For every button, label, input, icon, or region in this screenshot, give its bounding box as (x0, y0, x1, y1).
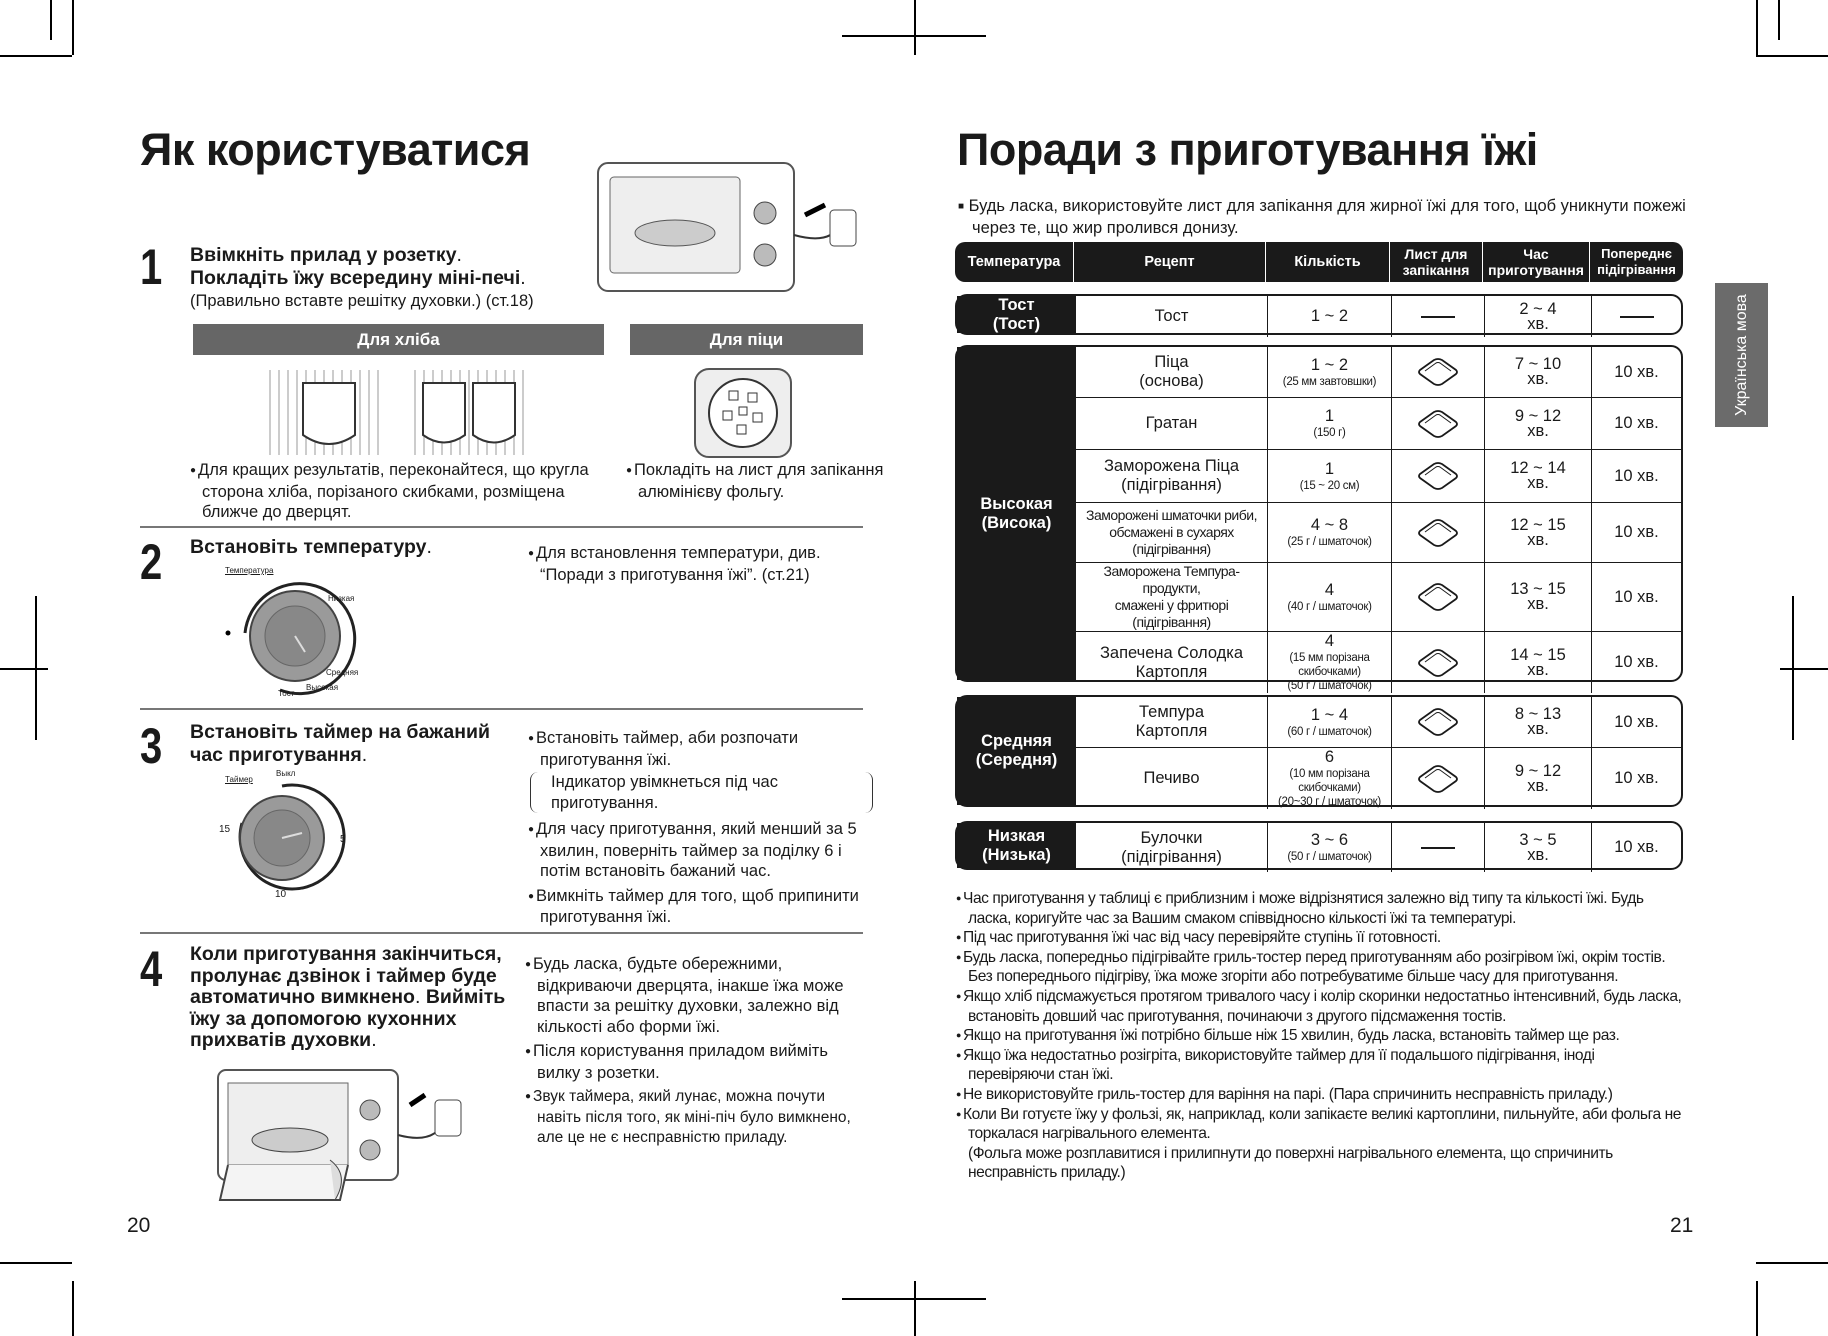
recipe-cell: Тост (1076, 296, 1268, 337)
quantity-value: 6 (1324, 748, 1335, 766)
time-value: 12 ~ 15 (1510, 515, 1566, 534)
quantity-cell (1268, 697, 1392, 747)
quantity-cell (1268, 748, 1392, 809)
quantity-cell (1268, 563, 1392, 631)
time-value: 14 ~ 15 (1510, 645, 1566, 664)
preheat-cell (1592, 697, 1681, 747)
quantity-note: (15 мм порізана скибочками) (50 г / шматочок) (1287, 652, 1372, 692)
table-row (1076, 503, 1681, 563)
quantity-value: 1 (1324, 407, 1335, 425)
temperature-label: Средняя (Середня) (957, 697, 1076, 805)
step1-heading: Ввімкніть прилад у розетку. Покладіть їжу всередину міні-печі. (Правильно вставте решітку духовки.) (ст.18) (190, 244, 534, 310)
table-row (1076, 398, 1681, 450)
time-unit: хв. (1527, 660, 1549, 679)
step2-bullet: ● Для встановлення температури, див. “Поради з приготування їжі”. (ст.21) (528, 543, 868, 589)
step4-bullets: ● Будь ласка, будьте обережними, відкриваючи дверцята, інакше їжа може впасти за решітку духовки, залежно від кількості або форми їжі. ● Після користування приладом вийміть вилку з розетки. ● Звук таймера, який лунає, можна почути навіть після того, як міні-піч було вимкнено, але це не є несправністю приладу. (525, 954, 870, 1153)
quantity-cell (1268, 398, 1392, 449)
tray-cell (1392, 398, 1485, 449)
note-item: ● Час приготування у таблиці є приблизним і може відрізнятися залежно від типу та кількості їжі. Будь ласка, коригуйте час за Вашим смаком співвідносно кількості їжі та температурі. (956, 889, 1682, 928)
time-cell (1485, 748, 1592, 809)
table-row (1076, 632, 1681, 693)
time-unit: хв. (1527, 720, 1549, 738)
baking-tray-icon (1416, 648, 1460, 678)
intro-note: ■ Будь ласка, використовуйте лист для запікання для жирної їжі для того, щоб уникнути пожежі через те, що жир пролився донизу. (958, 197, 1686, 237)
preheat-value: 10 хв. (1614, 414, 1659, 432)
time-cell (1485, 632, 1592, 693)
quantity-note: (60 г / шматочок) (1287, 725, 1372, 738)
section-divider (140, 708, 863, 710)
preheat-cell (1592, 450, 1681, 502)
dial-label-15: 15 (219, 824, 231, 835)
time-value: 8 ~ 13 (1514, 705, 1562, 723)
baking-tray-icon (1416, 409, 1460, 439)
time-unit: хв. (1527, 530, 1549, 549)
tray-cell (1392, 697, 1485, 747)
preheat-value: 10 хв. (1614, 653, 1659, 671)
page-number-right: 21 (1670, 1214, 1694, 1237)
preheat-cell (1592, 347, 1681, 397)
step2-heading: Встановіть температуру. (190, 536, 432, 558)
time-cell (1485, 823, 1592, 872)
dash-icon (1620, 316, 1654, 318)
tray-cell (1392, 563, 1485, 631)
quantity-cell (1268, 450, 1392, 502)
note-item: ● Під час приготування їжі час від часу перевіряйте ступінь її готовності. (956, 928, 1682, 948)
dial-label-off: Выкл (276, 769, 296, 778)
recipe-cell: Заморожена Темпура-продукти, смажені у фритюрі (підігрівання) (1076, 563, 1268, 631)
dial-label-high: Высокая (306, 683, 339, 692)
bread-bullet: ● Для кращих результатів, переконайтеся, що кругла сторона хліба, порізаного скибками, розміщена ближче до дверцят. (190, 460, 610, 527)
step4-heading: Коли приготування закінчиться, пролунає дзвінок і таймер буде автоматично вимкнено. Вийміть їжу за допомогою кухонних прихватів духовки. (190, 943, 506, 1051)
header-quantity: Кількість (1266, 242, 1390, 282)
bread-label-bar: Для хліба (193, 324, 604, 355)
quantity-note: (15 ~ 20 см) (1299, 479, 1360, 492)
time-cell (1485, 503, 1592, 562)
time-value: 9 ~ 12 (1514, 761, 1562, 780)
dial-label-medium: Средняя (326, 668, 359, 677)
dial-label-low: Низкая (328, 594, 355, 603)
note-item: ● Будь ласка, попередньо підігрівайте гриль-тостер перед приготуванням або розігрівом їжі, окрім тостів. Без попереднього підігріву, їжа може згоріти або потребуватиме більше часу для приготування. (956, 948, 1682, 987)
tray-cell (1392, 632, 1485, 693)
preheat-value: 10 хв. (1614, 712, 1659, 731)
note-item: ● Якщо хліб підсмажується протягом тривалого часу і колір скоринки недостатньо інтенсивний, будь ласка, встановіть довший час приготування, починаючи з другого підсмаження тостів. (956, 987, 1682, 1026)
time-unit: хв. (1527, 845, 1549, 864)
preheat-cell (1592, 748, 1681, 809)
quantity-note: (10 мм порізана скибочками) (20~30 г / шматочок) (1278, 768, 1381, 808)
time-cell (1485, 296, 1592, 337)
preheat-value: 10 хв. (1614, 769, 1659, 787)
quantity-note: (25 мм завтовшки) (1282, 375, 1377, 388)
temperature-dial-title: Температура (225, 566, 274, 575)
note-item: ● Коли Ви готуєте їжу у фользі, як, наприклад, коли запікаєте великі картоплини, пильнуйте, аби фольга не торкалася нагрівального елемента. (Фольга може розплавитися і прилипнути до поверхні нагрівального елемента, що спричинить несправність приладу.) (956, 1105, 1682, 1183)
quantity-value: 1 ~ 2 (1310, 307, 1349, 325)
dial-label-5: 5 (340, 834, 346, 845)
preheat-value: 10 хв. (1614, 523, 1659, 541)
quantity-note: (50 г / шматочок) (1287, 851, 1372, 863)
time-value: 7 ~ 10 (1514, 355, 1562, 373)
note-item: ● Якщо їжа недостатньо розігріта, використовуйте таймер для її подальшого підігрівання, іноді перевіряючи стан їжі. (956, 1046, 1682, 1085)
quantity-cell (1268, 347, 1392, 397)
table-row (1076, 450, 1681, 503)
quantity-cell (1268, 503, 1392, 562)
dial-label-toast: Тост (278, 689, 295, 698)
preheat-cell (1592, 296, 1681, 337)
time-value: 9 ~ 12 (1514, 406, 1562, 425)
temperature-group (955, 821, 1683, 870)
header-temperature: Температура (955, 242, 1074, 282)
temperature-label: Тост (Тост) (957, 296, 1076, 333)
quantity-value: 4 (1324, 580, 1335, 599)
time-cell (1485, 347, 1592, 397)
tray-cell (1392, 347, 1485, 397)
recipe-cell: Піца (основа) (1076, 347, 1268, 397)
page-title-right: Поради з приготування їжі (957, 124, 1538, 175)
preheat-value: 10 хв. (1614, 466, 1659, 485)
quantity-value: 4 ~ 8 (1310, 516, 1349, 534)
quantity-value: 1 ~ 4 (1310, 705, 1349, 724)
time-value: 12 ~ 14 (1510, 459, 1566, 477)
recipe-cell: Темпура Картопля (1076, 697, 1268, 747)
dial-label-10: 10 (275, 889, 287, 900)
quantity-note: (25 г / шматочок) (1287, 536, 1372, 548)
dash-icon (1421, 847, 1455, 849)
oven-illustration (590, 155, 870, 305)
pizza-label-bar: Для піци (630, 324, 863, 355)
temperature-group (955, 294, 1683, 335)
preheat-cell (1592, 398, 1681, 449)
section-divider (140, 932, 863, 934)
baking-tray-icon (1416, 707, 1460, 737)
quantity-value: 4 (1324, 632, 1335, 650)
preheat-cell (1592, 503, 1681, 562)
time-value: 3 ~ 5 (1519, 830, 1557, 849)
time-unit: хв. (1527, 595, 1549, 613)
bread-illustration (265, 365, 535, 460)
header-tray: Лист для запікання (1390, 242, 1483, 282)
pizza-bullet: ● Покладіть на лист для запікання алюмінієву фольгу. (626, 460, 886, 506)
dash-icon (1421, 316, 1455, 318)
temperature-label: Низкая (Низька) (957, 823, 1076, 868)
time-cell (1485, 697, 1592, 747)
timer-dial-title: Таймер (225, 775, 253, 784)
baking-tray-icon (1416, 461, 1460, 491)
header-recipe: Рецепт (1074, 242, 1266, 282)
quantity-note: (150 г) (1313, 427, 1346, 439)
recipe-cell: Запечена Солодка Картопля (1076, 632, 1268, 693)
preheat-value: 10 хв. (1614, 587, 1659, 606)
quantity-value: 3 ~ 6 (1310, 831, 1349, 849)
temperature-label: Высокая (Висока) (957, 347, 1076, 680)
temperature-group (955, 695, 1683, 807)
tray-cell (1392, 503, 1485, 562)
section-divider (140, 526, 863, 528)
tray-cell (1392, 823, 1485, 872)
recipe-cell: Булочки (підігрівання) (1076, 823, 1268, 872)
baking-tray-icon (1416, 582, 1460, 612)
quantity-cell (1268, 632, 1392, 693)
step-number: 3 (140, 718, 163, 774)
oven-removal-illustration (210, 1065, 480, 1210)
time-cell (1485, 563, 1592, 631)
notes-list (956, 889, 1682, 1183)
quantity-value: 1 (1324, 459, 1335, 478)
temperature-group (955, 345, 1683, 692)
pizza-illustration (693, 367, 793, 459)
recipe-cell: Печиво (1076, 748, 1268, 809)
time-unit: хв. (1527, 421, 1549, 440)
time-value: 13 ~ 15 (1510, 580, 1566, 598)
table-row (1076, 296, 1681, 337)
step-number: 4 (140, 941, 163, 997)
header-cook-time: Час приготування (1483, 242, 1590, 282)
baking-tray-icon (1416, 518, 1460, 548)
preheat-cell (1592, 823, 1681, 872)
preheat-cell (1592, 563, 1681, 631)
step-number: 1 (140, 239, 163, 295)
table-row (1076, 563, 1681, 632)
tray-cell (1392, 450, 1485, 502)
tray-cell (1392, 296, 1485, 337)
page-number-left: 20 (127, 1214, 151, 1237)
step3-heading: Встановіть таймер на бажаний час приготування. (190, 721, 490, 766)
page-title-left: Як користуватися (140, 124, 531, 175)
step-number: 2 (140, 534, 163, 590)
quantity-note: (40 г / шматочок) (1287, 600, 1372, 613)
table-row (1076, 697, 1681, 748)
time-unit: хв. (1527, 474, 1549, 492)
table-header (955, 242, 1683, 282)
language-tab: Українська мова (1715, 283, 1768, 427)
recipe-cell: Заморожена Піца (підігрівання) (1076, 450, 1268, 502)
time-cell (1485, 450, 1592, 502)
recipe-cell: Гратан (1076, 398, 1268, 449)
tray-cell (1392, 748, 1485, 809)
timer-dial[interactable] (232, 783, 352, 893)
step3-bullets: ● Встановіть таймер, аби розпочати приготування їжі. Індикатор увімкнеться під час приготування. ● Для часу приготування, який менший за 5 хвилин, поверніть таймер за поділку 6 і потім встановіть бажаний час. ● Вимкніть таймер для того, щоб припинити приготування їжі. (528, 728, 873, 932)
header-preheat: Попереднє підігрівання (1597, 246, 1676, 277)
recipe-cell: Заморожені шматочки риби, обсмажені в сухарях (підігрівання) (1076, 503, 1268, 562)
time-unit: хв. (1527, 314, 1549, 333)
time-cell (1485, 398, 1592, 449)
table-row (1076, 748, 1681, 809)
table-row (1076, 347, 1681, 398)
preheat-cell (1592, 632, 1681, 693)
table-row (1076, 823, 1681, 872)
quantity-cell (1268, 823, 1392, 872)
baking-tray-icon (1416, 764, 1460, 794)
time-value: 2 ~ 4 (1519, 299, 1557, 318)
preheat-value: 10 хв. (1614, 362, 1659, 381)
quantity-cell (1268, 296, 1392, 337)
note-item: ● Якщо на приготування їжі потрібно більше ніж 15 хвилин, будь ласка, встановіть таймер ще раз. (956, 1026, 1682, 1046)
preheat-value: 10 хв. (1614, 838, 1659, 856)
time-unit: хв. (1527, 370, 1549, 388)
quantity-value: 1 ~ 2 (1310, 355, 1349, 374)
note-item: ● Не використовуйте гриль-тостер для варіння на парі. (Пара спричинить несправність приладу.) (956, 1085, 1682, 1105)
baking-tray-icon (1416, 357, 1460, 387)
time-unit: хв. (1527, 776, 1549, 795)
